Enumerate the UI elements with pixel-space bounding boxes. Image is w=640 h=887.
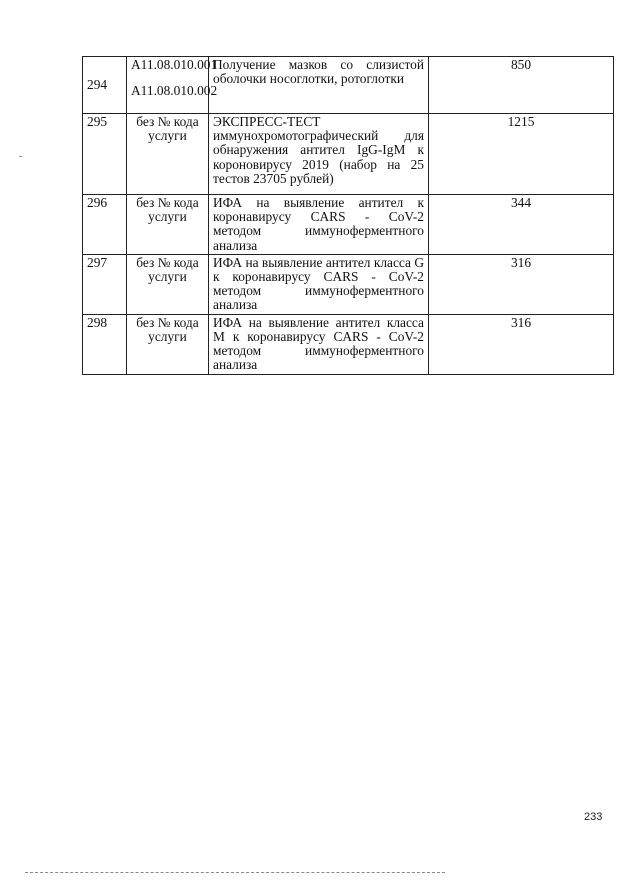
service-code	[127, 57, 218, 114]
row-number: 294	[83, 57, 127, 114]
price-table	[82, 56, 614, 375]
service-code: без № кода услуги	[127, 114, 209, 195]
service-code: без № кода услуги	[127, 314, 209, 374]
service-code: без № кода услуги	[127, 195, 209, 255]
row-number: 295	[83, 114, 127, 195]
table-row	[83, 254, 614, 314]
table-row	[83, 114, 614, 195]
table-row	[83, 195, 614, 255]
service-price: 316	[429, 314, 614, 374]
service-code: без № кода услуги	[127, 254, 209, 314]
row-number: 298	[83, 314, 127, 374]
service-price: 316	[429, 254, 614, 314]
service-code-line: A11.08.010.002	[131, 83, 218, 99]
row-number: 296	[83, 195, 127, 255]
service-name: ИФА на выявление антител класса G к коронавирусу CARS - CoV-2 методом иммуноферментного анализа	[209, 254, 429, 314]
service-price: 1215	[429, 114, 614, 195]
row-number: 297	[83, 254, 127, 314]
service-name: ИФА на выявление антител к коронавирусу CARS - CoV-2 методом иммуноферментного анализа	[209, 195, 429, 255]
service-price: 850	[429, 57, 614, 114]
service-name: Получение мазков со слизистой оболочки носоглотки, ротоглотки	[209, 57, 429, 114]
scan-edge-line	[25, 872, 445, 873]
service-name: ЭКСПРЕСС-ТЕСТ иммунохромотографический для обнаружения антител IgG-IgM к короновирусу 2019 (набор на 25 тестов 23705 рублей)	[209, 114, 429, 195]
service-price: 344	[429, 195, 614, 255]
service-code-line: A11.08.010.001	[131, 57, 218, 72]
table-row	[83, 57, 614, 114]
page-number: 233	[584, 811, 603, 823]
table-row	[83, 314, 614, 374]
scan-artifact	[19, 156, 22, 157]
service-name: ИФА на выявление антител класса M к коронавирусу CARS - CoV-2 методом иммуноферментного анализа	[209, 314, 429, 374]
